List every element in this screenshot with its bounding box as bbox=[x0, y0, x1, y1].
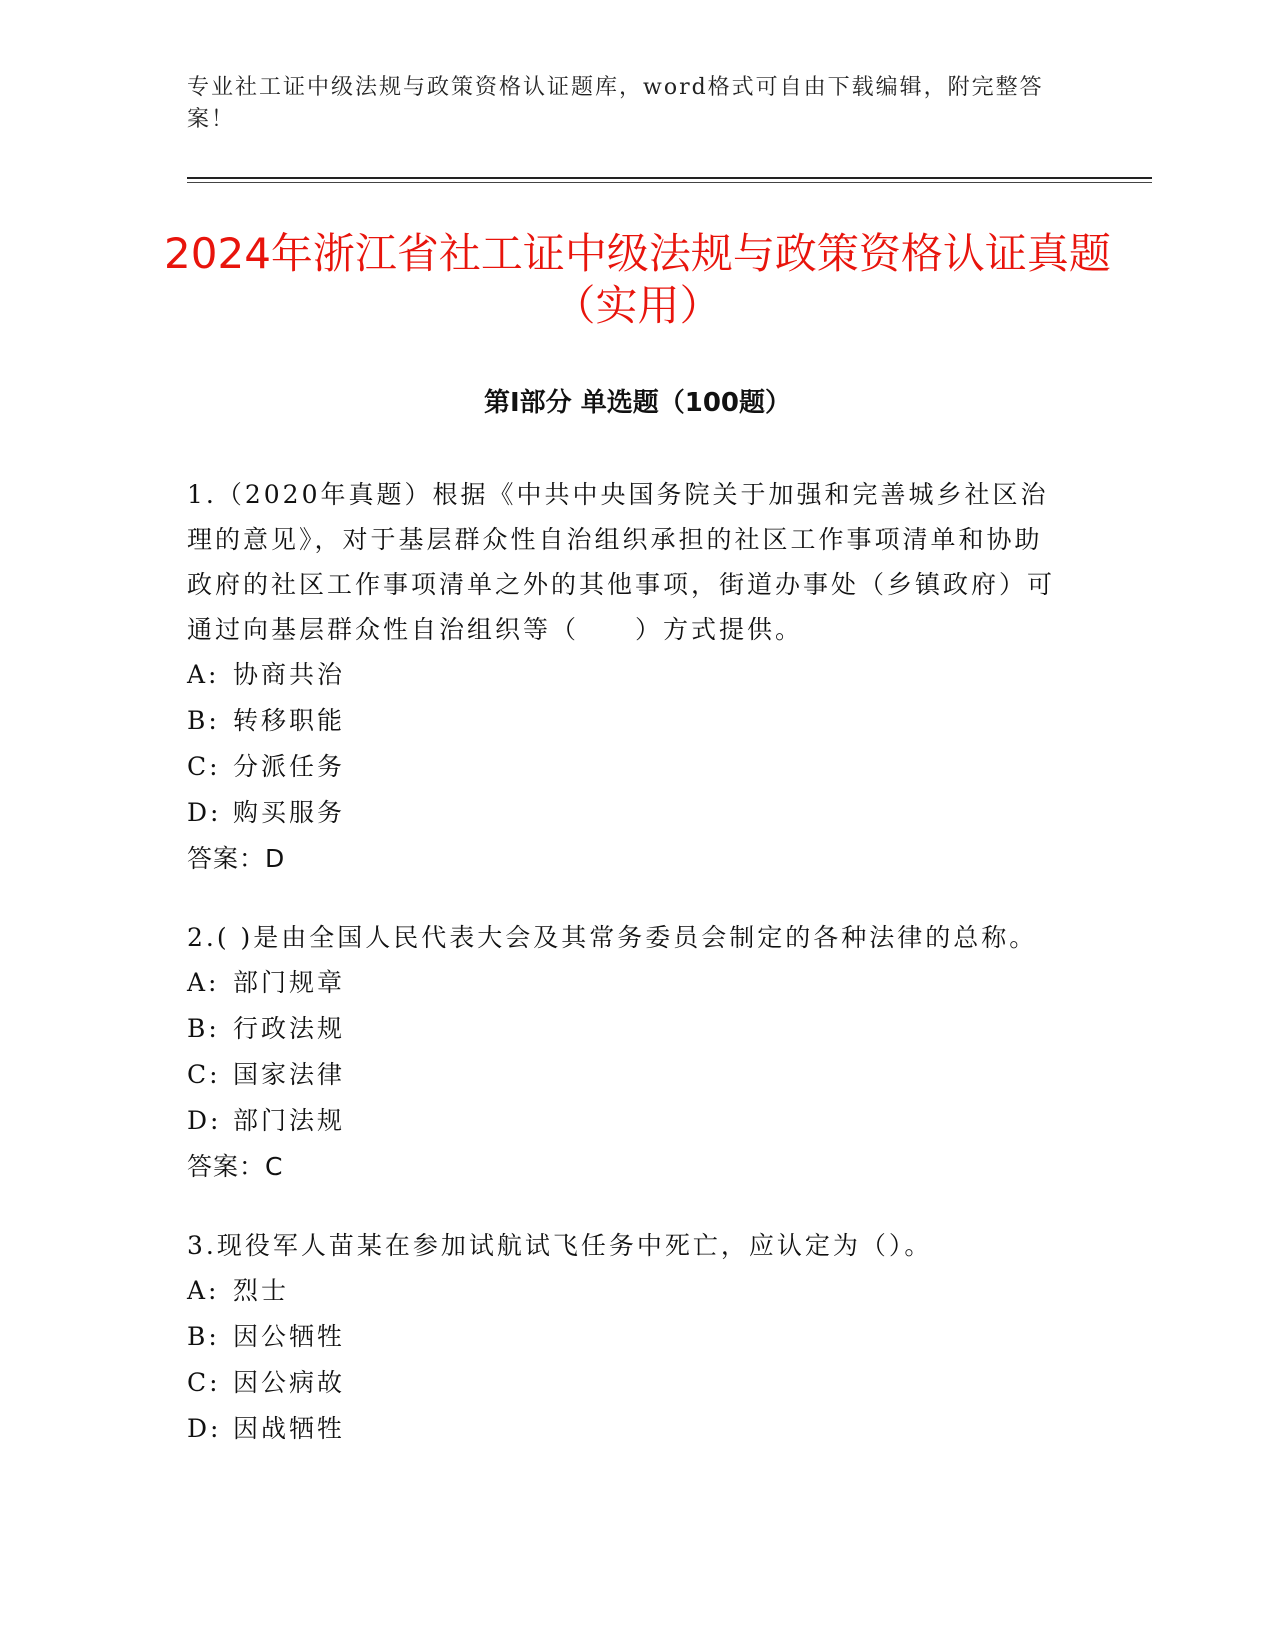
option-c bbox=[187, 1052, 1067, 1098]
option-text: 部门规章 bbox=[233, 968, 346, 997]
question-3 bbox=[187, 1223, 1067, 1452]
answer-line: 答案：C bbox=[187, 1152, 284, 1181]
option-text: 转移职能 bbox=[233, 706, 346, 735]
option-key: C: bbox=[187, 1368, 221, 1397]
option-d bbox=[187, 1098, 1067, 1144]
option-a bbox=[187, 652, 1067, 698]
option-c bbox=[187, 744, 1067, 790]
option-a bbox=[187, 1268, 1067, 1314]
option-text: 烈士 bbox=[233, 1276, 290, 1305]
option-key: A: bbox=[187, 1276, 220, 1305]
option-text: 购买服务 bbox=[233, 798, 346, 827]
answer-line: 答案：D bbox=[187, 844, 286, 873]
option-text: 因公牺牲 bbox=[233, 1322, 346, 1351]
option-key: A: bbox=[187, 660, 220, 689]
option-key: D: bbox=[187, 798, 222, 827]
option-text: 因公病故 bbox=[233, 1368, 346, 1397]
option-text: 因战牺牲 bbox=[233, 1414, 346, 1443]
section-heading: 第Ⅰ部分 单选题（100题） bbox=[484, 388, 791, 418]
option-list bbox=[187, 1268, 1067, 1452]
header-note: 专业社工证中级法规与政策资格认证题库，word格式可自由下载编辑，附完整答案！ bbox=[187, 75, 1044, 132]
question-stem: 3.现役军人苗某在参加试航试飞任务中死亡，应认定为（）。 bbox=[187, 1231, 933, 1260]
option-key: D: bbox=[187, 1106, 222, 1135]
option-d bbox=[187, 790, 1067, 836]
option-list bbox=[187, 652, 1067, 836]
option-key: D: bbox=[187, 1414, 222, 1443]
question-1 bbox=[187, 472, 1067, 882]
option-key: A: bbox=[187, 968, 220, 997]
question-stem: 2.( )是由全国人民代表大会及其常务委员会制定的各种法律的总称。 bbox=[187, 923, 1038, 952]
option-text: 国家法律 bbox=[233, 1060, 346, 1089]
option-list bbox=[187, 960, 1067, 1144]
option-b bbox=[187, 1314, 1067, 1360]
header-divider bbox=[187, 177, 1152, 179]
option-text: 行政法规 bbox=[233, 1014, 346, 1043]
option-b bbox=[187, 1006, 1067, 1052]
option-key: C: bbox=[187, 752, 221, 781]
document-title: 2024年浙江省社工证中级法规与政策资格认证真题（实用） bbox=[164, 229, 1111, 330]
option-text: 部门法规 bbox=[233, 1106, 346, 1135]
option-text: 协商共治 bbox=[233, 660, 346, 689]
option-key: B: bbox=[187, 706, 220, 735]
option-key: B: bbox=[187, 1322, 220, 1351]
option-text: 分派任务 bbox=[233, 752, 346, 781]
header-divider-thin bbox=[187, 182, 1152, 183]
option-key: C: bbox=[187, 1060, 221, 1089]
option-a bbox=[187, 960, 1067, 1006]
option-c bbox=[187, 1360, 1067, 1406]
question-list bbox=[187, 472, 1067, 1485]
question-stem: 1.（2020年真题）根据《中共中央国务院关于加强和完善城乡社区治理的意见》，对于基层群众性自治组织承担的社区工作事项清单和协助政府的社区工作事项清单之外的其他事项，街道办事处（乡镇政府）可通过向基层群众性自治组织等（ ）方式提供。 bbox=[187, 480, 1056, 644]
question-2 bbox=[187, 915, 1067, 1190]
option-key: B: bbox=[187, 1014, 220, 1043]
option-d bbox=[187, 1406, 1067, 1452]
option-b bbox=[187, 698, 1067, 744]
